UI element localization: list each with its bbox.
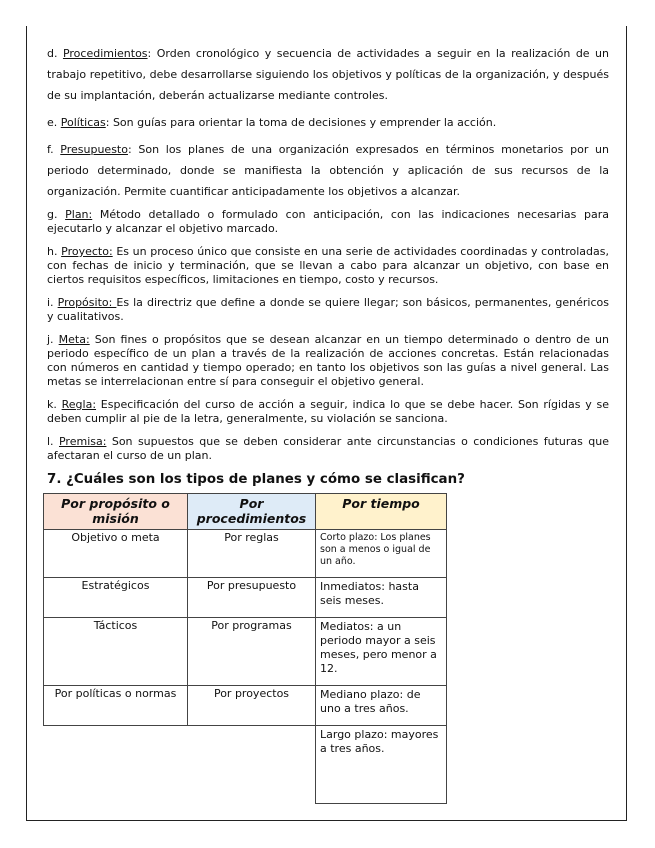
item-letter: d. [47,47,63,60]
definition-text: Método detallado o formulado con anticipación, con las indicaciones necesarias para ejecutarlo y alcanzar el objetivo marcado. [47,208,609,235]
header-tiempo: Por tiempo [316,494,447,530]
term-plan: Plan: [65,208,93,221]
header-procedimientos: Por procedimientos [188,494,316,530]
table-cell: Por programas [188,618,316,686]
item-letter: l. [47,435,59,448]
definition-text: Son fines o propósitos que se desean alcanzar en un tiempo determinado o dentro de un periodo específico de un plan a través de la realización de acciones concretas. Están relacionadas con números en cantidad y tiempo operado; en tanto los objetivos son las guías a nivel general. Las metas se interrelacionan entre sí para conseguir el objetivo general. [47,333,609,388]
table-cell: Por reglas [188,530,316,578]
table-row [44,578,447,618]
definition-text: Son supuestos que se deben considerar ante circunstancias o condiciones futuras que afectaran el curso de un plan. [47,435,609,462]
definition-presupuesto [47,139,609,202]
term-premisa: Premisa: [58,435,107,448]
table-cell: Estratégicos [44,578,188,618]
table-cell: Inmediatos: hasta seis meses. [316,578,447,618]
table-cell-empty [188,726,316,804]
document-body [47,43,609,804]
item-letter: j. [47,333,59,346]
term-presupuesto: Presupuesto [60,143,128,156]
table-cell: Por proyectos [188,686,316,726]
term-procedimientos: Procedimientos [62,47,148,60]
definition-proposito [47,296,609,324]
item-letter: e. [47,116,61,129]
definition-procedimientos [47,43,609,106]
table-row [44,726,447,804]
table-row [44,530,447,578]
definition-plan [47,208,609,236]
table-cell: Mediano plazo: de uno a tres años. [316,686,447,726]
definition-text: : Orden cronológico y secuencia de actividades a seguir en la realización de un trabajo repetitivo, debe desarrollarse siguiendo los objetivos y políticas de la organización, y después de su implantación, deberán actualizarse mediante controles. [47,47,609,102]
table-cell: Por presupuesto [188,578,316,618]
section-heading: 7. ¿Cuáles son los tipos de planes y cómo se clasifican? [47,472,465,487]
definition-premisa [47,435,609,463]
item-letter: i. [47,296,58,309]
item-letter: k. [47,398,62,411]
table-cell: Corto plazo: Los planes son a menos o igual de un año. [316,530,447,578]
term-meta: Meta: [58,333,90,346]
item-letter: g. [47,208,66,221]
table-cell: Por políticas o normas [44,686,188,726]
table-cell: Mediatos: a un periodo mayor a seis meses, pero menor a 12. [316,618,447,686]
plan-types-table [43,493,447,804]
item-letter: f. [47,143,61,156]
definition-text: : Son guías para orientar la toma de decisiones y emprender la acción. [105,116,497,129]
table-cell: Objetivo o meta [44,530,188,578]
definition-proyecto [47,245,609,287]
term-regla: Regla: [61,398,97,411]
definition-regla [47,398,609,426]
table-cell: Tácticos [44,618,188,686]
definition-text: Especificación del curso de acción a seguir, indica lo que se debe hacer. Son rígidas y se deben cumplir al pie de la letra, generalmente, su violación se sanciona. [47,398,609,425]
definition-text: Es un proceso único que consiste en una serie de actividades coordinadas y controladas, con fechas de inicio y terminación, que se llevan a cabo para alcanzar un objetivo, con base en ciertos requisitos específicos, limitaciones en tiempo, costo y recursos. [47,245,610,286]
definition-politicas [47,112,609,133]
table-row [44,618,447,686]
table-header-row [44,494,447,530]
definition-text: Es la directriz que define a donde se quiere llegar; son básicos, permanentes, genéricos y cualitativos. [47,296,609,323]
table-cell: Largo plazo: mayores a tres años. [316,726,447,804]
term-politicas: Políticas [60,116,106,129]
table-cell-empty [44,726,188,804]
item-letter: h. [47,245,62,258]
definition-meta [47,333,609,389]
term-proposito: Propósito: [57,296,117,309]
header-proposito: Por propósito o misión [44,494,188,530]
term-proyecto: Proyecto: [61,245,113,258]
definition-text: : Son los planes de una organización expresados en términos monetarios por un periodo determinado, donde se manifiesta la obtención y aplicación de sus recursos de la organización. Permite cuantificar anticipadamente los objetivos a alcanzar. [47,143,609,198]
table-row [44,686,447,726]
